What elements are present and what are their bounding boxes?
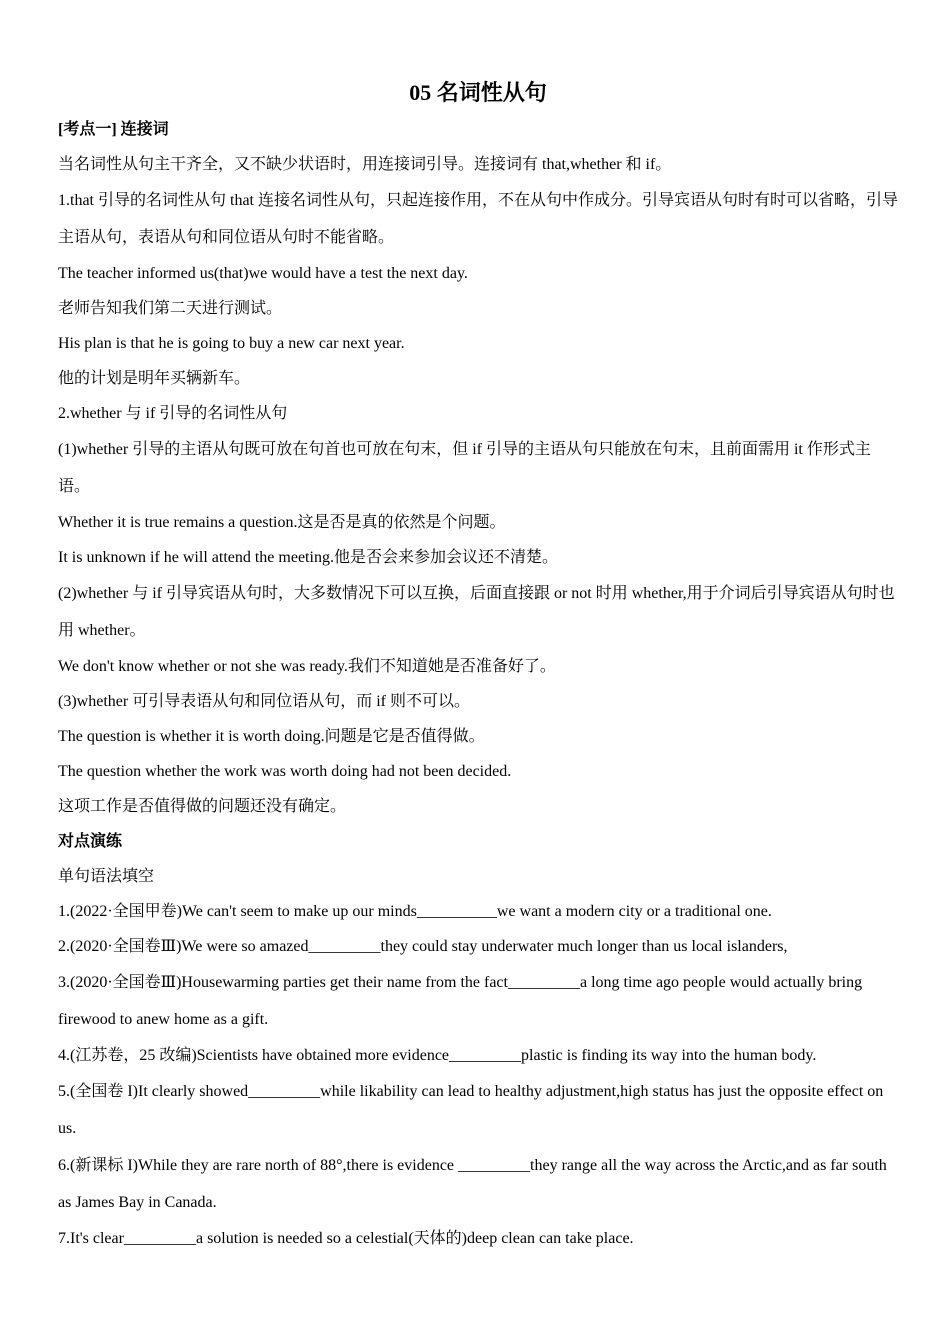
example-4: It is unknown if he will attend the meeting.他是否会来参加会议还不清楚。	[58, 549, 558, 566]
question-4: 4.(江苏卷，25 改编)Scientists have obtained more evidence_________plastic is finding its way into the human body.	[58, 1047, 817, 1064]
point-1: 1.that 引导的名词性从句 that 连接名词性从句，只起连接作用，不在从句中作成分。引导宾语从句时有时可以省略，引导主语从句，表语从句和同位语从句时不能省略。	[58, 192, 898, 246]
question-1: 1.(2022·全国甲卷)We can't seem to make up our minds__________we want a modern city or a traditional one.	[58, 903, 772, 920]
question-3: 3.(2020·全国卷Ⅲ)Housewarming parties get their name from the fact_________a long time ago people would actually bring firewood to anew home as a gift.	[58, 974, 863, 1028]
example-6: The question is whether it is worth doing.问题是它是否值得做。	[58, 728, 485, 745]
practice-heading: 对点演练	[58, 833, 123, 850]
example-1-cn: 老师告知我们第二天进行测试。	[58, 300, 283, 317]
example-3: Whether it is true remains a question.这是否是真的依然是个问题。	[58, 514, 506, 531]
question-5: 5.(全国卷 I)It clearly showed_________while likability can lead to healthy adjustment,high status has just the opposite effect on us.	[58, 1083, 884, 1137]
intro-paragraph: 当名词性从句主干齐全，又不缺少状语时，用连接词引导。连接词有 that,whether 和 if。	[58, 156, 672, 173]
question-2: 2.(2020·全国卷Ⅲ)We were so amazed_________they could stay underwater much longer than us local islanders,	[58, 938, 788, 955]
question-7: 7.It's clear_________a solution is needed so a celestial(天体的)deep clean can take place.	[58, 1230, 634, 1247]
example-2-cn: 他的计划是明年买辆新车。	[58, 370, 251, 387]
question-6: 6.(新课标 I)While they are rare north of 88°,there is evidence _________they range all the way across the Arctic,and as far south as James Bay in Canada.	[58, 1157, 887, 1211]
document-page	[58, 78, 898, 1256]
point-2-2: (2)whether 与 if 引导宾语从句时，大多数情况下可以互换，后面直接跟 or not 时用 whether,用于介词后引导宾语从句时也用 whether。	[58, 585, 895, 639]
page-title: 05 名词性从句	[409, 80, 547, 105]
example-2-en: His plan is that he is going to buy a new car next year.	[58, 335, 405, 352]
example-7-en: The question whether the work was worth doing had not been decided.	[58, 763, 512, 780]
section-heading: [考点一] 连接词	[58, 121, 169, 138]
example-7-cn: 这项工作是否值得做的问题还没有确定。	[58, 798, 347, 815]
example-1-en: The teacher informed us(that)we would have a test the next day.	[58, 265, 468, 282]
point-2-3: (3)whether 可引导表语从句和同位语从句，而 if 则不可以。	[58, 693, 470, 710]
point-2-1: (1)whether 引导的主语从句既可放在句首也可放在句末，但 if 引导的主语从句只能放在句末，且前面需用 it 作形式主语。	[58, 441, 871, 495]
point-2: 2.whether 与 if 引导的名词性从句	[58, 405, 288, 422]
example-5: We don't know whether or not she was ready.我们不知道她是否准备好了。	[58, 658, 556, 675]
practice-subheading: 单句语法填空	[58, 868, 155, 885]
